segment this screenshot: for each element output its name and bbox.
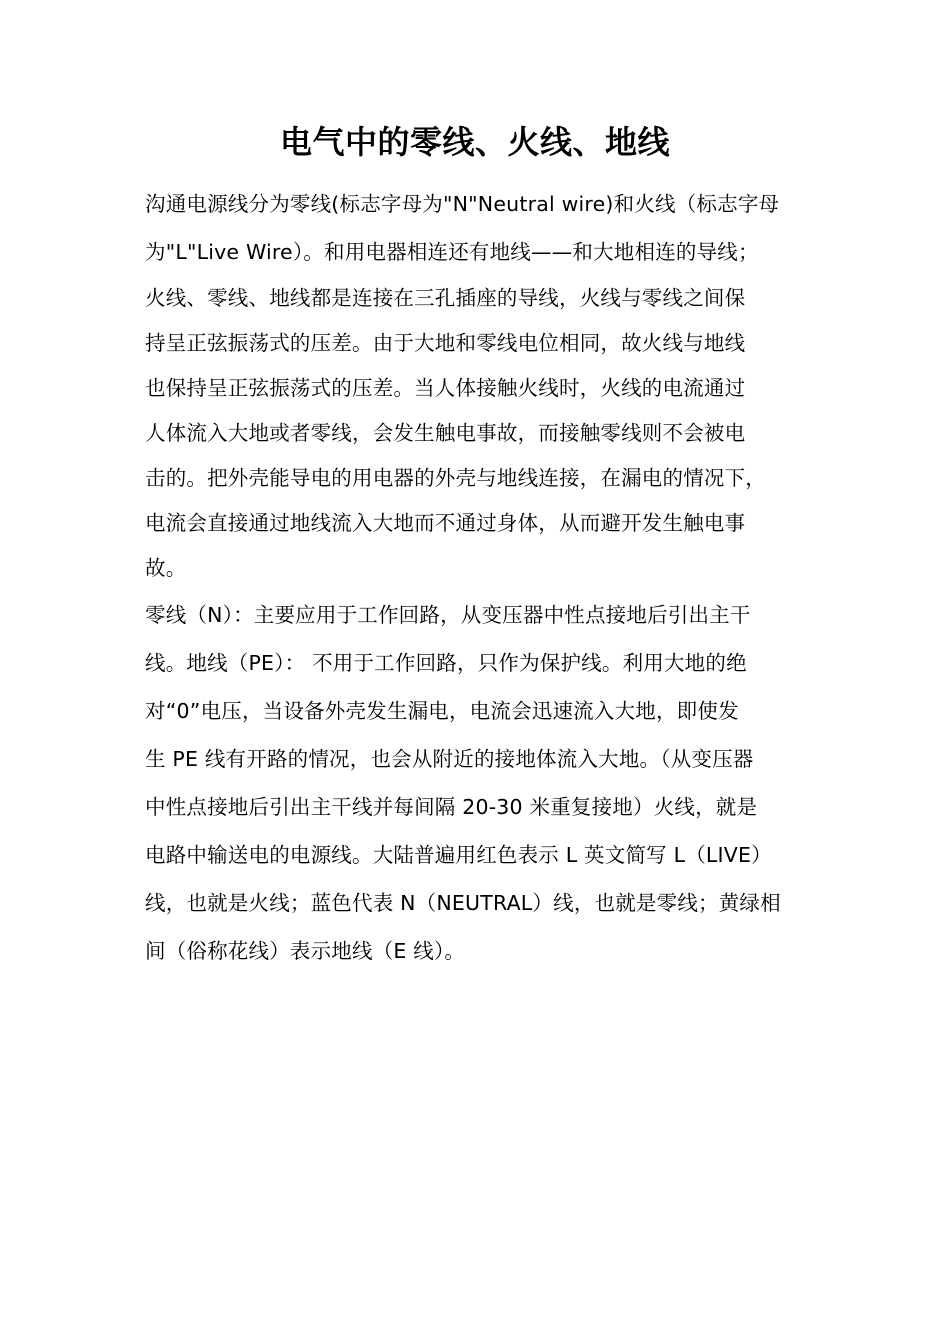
paragraph-2-line-5: 中性点接地后引出主干线并每间隔 20-30 米重复接地）火线，就是 [145,795,758,819]
paragraph-2-line-4: 生 PE 线有开路的情况，也会从附近的接地体流入大地。（从变压器 [145,747,754,771]
paragraph-1-line-1: 沟通电源线分为零线(标志字母为"N"Neutral wire)和火线（标志字母 [145,192,780,216]
paragraph-2-line-7: 线，也就是火线；蓝色代表 N（NEUTRAL）线，也就是零线；黄绿相 [145,891,781,915]
paragraph-1-line-8: 电流会直接通过地线流入大地而不通过身体，从而避开发生触电事 [145,511,746,535]
paragraph-2-line-1: 零线（N）：主要应用于工作回路，从变压器中性点接地后引出主干 [145,603,751,627]
paragraph-1-line-6: 人体流入大地或者零线，会发生触电事故，而接触零线则不会被电 [145,421,746,445]
paragraph-1-line-9: 故。 [145,556,187,580]
paragraph-2-line-6: 电路中输送电的电源线。大陆普遍用红色表示 L 英文简写 L（LIVE） [145,843,772,867]
paragraph-2-line-8: 间（俗称花线）表示地线（E 线）。 [145,939,466,963]
document-title: 电气中的零线、火线、地线 [279,123,670,161]
document-body [145,180,825,975]
paragraph-1-line-7: 击的。把外壳能导电的用电器的外壳与地线连接，在漏电的情况下， [145,466,766,490]
paragraph-1-line-4: 持呈正弦振荡式的压差。由于大地和零线电位相同，故火线与地线 [145,331,746,355]
paragraph-1-line-5: 也保持呈正弦振荡式的压差。当人体接触火线时，火线的电流通过 [145,376,746,400]
paragraph-2-line-2: 线。地线（PE）： 不用于工作回路，只作为保护线。利用大地的绝 [145,651,747,675]
paragraph-1-line-3: 火线、零线、地线都是连接在三孔插座的导线，火线与零线之间保 [145,286,746,310]
paragraph-1-line-2: 为"L"Live Wire）。和用电器相连还有地线——和大地相连的导线； [145,240,759,264]
paragraph-2-line-3: 对“0”电压，当设备外壳发生漏电，电流会迅速流入大地，即使发 [145,699,739,723]
